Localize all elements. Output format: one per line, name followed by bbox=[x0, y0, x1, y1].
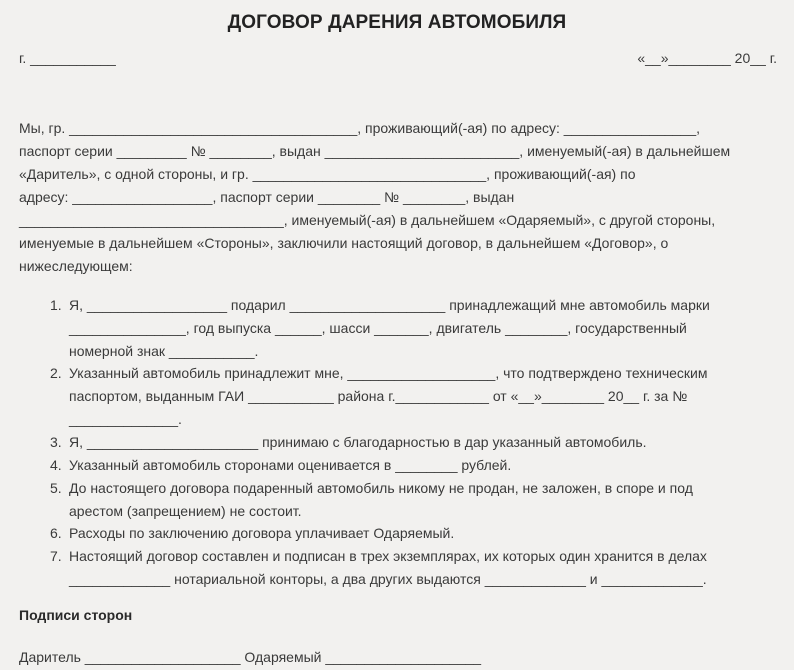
preamble-line: Мы, гр. _____________________________________, проживающий(-ая) по адресу: _________________, bbox=[19, 120, 701, 136]
item-line: Я, __________________ подарил ____________________ принадлежащий мне автомобиль марки bbox=[69, 297, 710, 313]
item-number: 5. bbox=[50, 480, 62, 496]
item-line: Настоящий договор составлен и подписан в трех экземплярах, их которых один хранится в делах bbox=[69, 548, 707, 564]
item-line: Указанный автомобиль принадлежит мне, ___________________, что подтверждено техническим bbox=[69, 365, 708, 381]
item-line: паспортом, выданным ГАИ ___________ района г.____________ от «__»________ 20__ г. за № bbox=[69, 388, 688, 404]
item-line: _____________ нотариальной конторы, а два других выдаются _____________ и _____________. bbox=[69, 571, 707, 587]
signatures-heading: Подписи сторон bbox=[19, 607, 133, 623]
preamble-line: адресу: __________________, паспорт серии ________ № ________, выдан bbox=[19, 189, 515, 205]
item-number: 6. bbox=[50, 525, 62, 541]
item-line: _______________, год выпуска ______, шасси _______, двигатель ________, государственный bbox=[69, 320, 687, 336]
signatures-line: Даритель ____________________ Одаряемый ____________________ bbox=[19, 649, 482, 665]
item-number: 7. bbox=[50, 548, 62, 564]
item-number: 3. bbox=[50, 434, 62, 450]
preamble-line: именуемые в дальнейшем «Стороны», заключили настоящий договор, в дальнейшем «Договор», о bbox=[19, 235, 669, 251]
preamble-line: нижеследующем: bbox=[19, 258, 133, 274]
item-line: ______________. bbox=[69, 411, 182, 427]
document-title: ДОГОВОР ДАРЕНИЯ АВТОМОБИЛЯ bbox=[227, 12, 567, 33]
preamble-line: __________________________________, именуемый(-ая) в дальнейшем «Одаряемый», с другой стороны, bbox=[19, 212, 716, 228]
item-line: До настоящего договора подаренный автомобиль никому не продан, не заложен, в споре и под bbox=[69, 480, 693, 496]
item-number: 2. bbox=[50, 365, 62, 381]
item-line: арестом (запрещением) не состоит. bbox=[69, 503, 302, 519]
date-line: «__»________ 20__ г. bbox=[637, 50, 777, 66]
item-line: Я, ______________________ принимаю с благодарностью в дар указанный автомобиль. bbox=[69, 434, 647, 450]
preamble-line: «Даритель», с одной стороны, и гр. ______________________________, проживающий(-ая) по bbox=[19, 166, 636, 182]
item-number: 4. bbox=[50, 457, 62, 473]
item-line: номерной знак ___________. bbox=[69, 343, 259, 359]
item-line: Указанный автомобиль сторонами оценивается в ________ рублей. bbox=[69, 457, 512, 473]
preamble-line: паспорт серии _________ № ________, выдан _________________________, именуемый(-ая) в дальнейшем bbox=[19, 143, 731, 159]
item-number: 1. bbox=[50, 297, 62, 313]
place-line: г. ___________ bbox=[19, 50, 116, 66]
item-line: Расходы по заключению договора уплачивает Одаряемый. bbox=[69, 525, 455, 541]
